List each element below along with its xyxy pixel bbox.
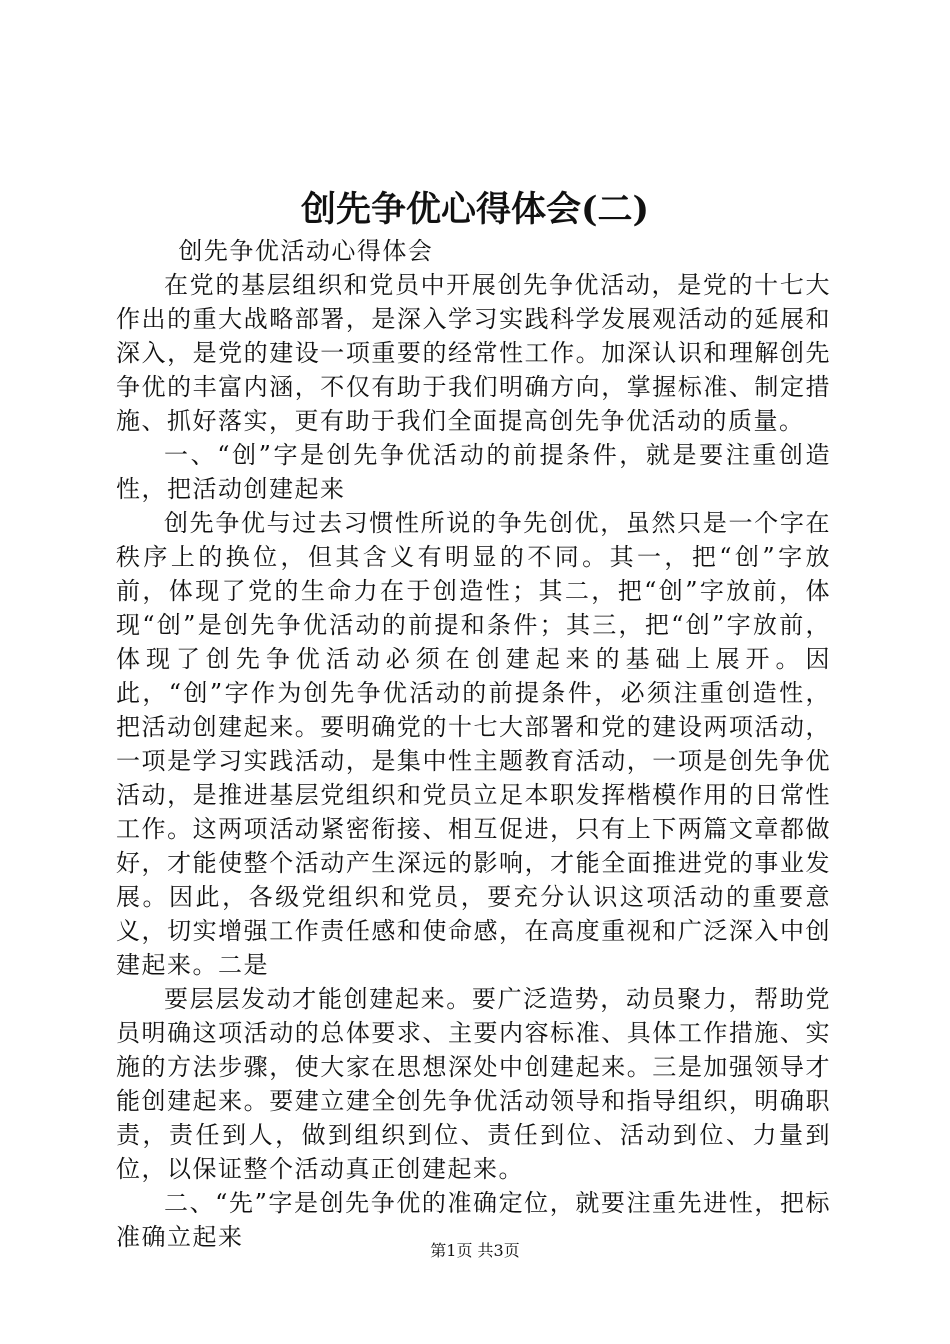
paragraph-intro: 在党的基层组织和党员中开展创先争优活动，是党的十七大作出的重大战略部署，是深入学习实践科学发展观活动的延展和深入，是党的建设一项重要的经常性工作。加深认识和理解创先争优的丰富内涵，不仅有助于我们明确方向，掌握标准、制定措施、抓好落实，更有助于我们全面提高创先争优活动的质量。 — [116, 271, 831, 435]
section-heading-2: 二、“先”字是创先争优的准确定位，就要注重先进性，把标准确立起来 — [116, 1189, 831, 1251]
document-subtitle: 创先争优活动心得体会 — [178, 237, 434, 265]
document-body — [116, 234, 831, 1254]
document-title: 创先争优心得体会(二) — [300, 189, 650, 230]
section-heading-1: 一、“创”字是创先争优活动的前提条件，就是要注重创造性，把活动创建起来 — [116, 441, 831, 503]
paragraph-section-1-body: 创先争优与过去习惯性所说的争先创优，虽然只是一个字在秩序上的换位，但其含义有明显的不同。其一，把“创”字放前，体现了党的生命力在于创造性；其二，把“创”字放前，体现“创”是创先争优活动的前提和条件；其三，把“创”字放前，体现了创先争优活动必须在创建起来的基础上展开。因此，“创”字作为创先争优活动的前提条件，必须注重创造性，把活动创建起来。要明确党的十七大部署和党的建设两项活动，一项是学习实践活动，是集中性主题教育活动，一项是创先争优活动，是推进基层党组织和党员立足本职发挥楷模作用的日常性工作。这两项活动紧密衔接、相互促进，只有上下两篇文章都做好，才能使整个活动产生深远的影响，才能全面推进党的事业发展。因此，各级党组织和党员，要充分认识这项活动的重要意义，切实增强工作责任感和使命感，在高度重视和广泛深入中创建起来。二是 — [116, 509, 831, 979]
paragraph-section-1-continued: 要层层发动才能创建起来。要广泛造势，动员聚力，帮助党员明确这项活动的总体要求、主要内容标准、具体工作措施、实施的方法步骤，使大家在思想深处中创建起来。三是加强领导才能创建起来。要建立建全创先争优活动领导和指导组织，明确职责，责任到人，做到组织到位、责任到位、活动到位、力量到位，以保证整个活动真正创建起来。 — [116, 985, 831, 1183]
page-footer: 第1页 共3页 — [430, 1241, 520, 1260]
